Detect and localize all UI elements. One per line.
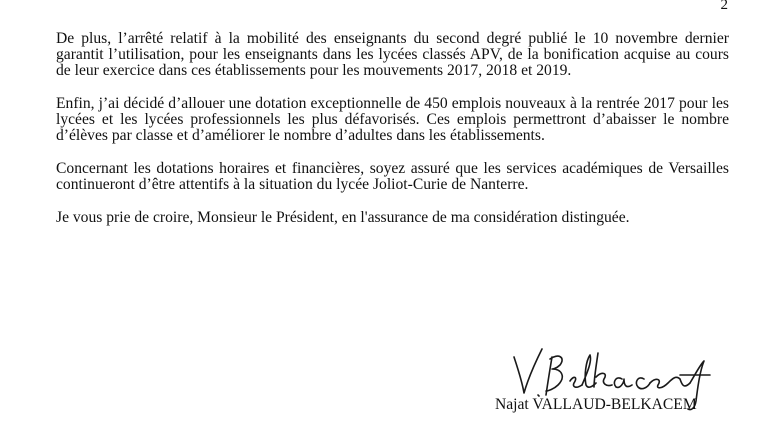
paragraph-closing: Je vous prie de croire, Monsieur le Président, en l'assurance de ma considération distinguée. (56, 209, 630, 226)
signatory-name: Najat VALLAUD-BELKACEM (495, 396, 697, 413)
paragraph-allocation: Enfin, j’ai décidé d’allouer une dotation exceptionnelle de 450 emplois nouveaux à la rentrée 2017 pour les lycées et les lycées professionnels les plus défavorisés. Ces emplois permettront d’abaisser le nombre d’élèves par classe et d’améliorer le nombre d’adultes dans les établissements. (56, 95, 729, 144)
page-number: 2 (720, 0, 728, 13)
letter-body (56, 31, 729, 243)
paragraph-mobility: De plus, l’arrêté relatif à la mobilité des enseignants du second degré publié le 10 novembre dernier garantit l’utilisation, pour les enseignants dans les lycées classés APV, de la bonification acquise au cours de leur exercice dans ces établissements pour les mouvements 2017, 2018 et 2019. (56, 30, 729, 79)
paragraph-dotations: Concernant les dotations horaires et financières, soyez assuré que les services académiques de Versailles continueront d’être attentifs à la situation du lycée Joliot-Curie de Nanterre. (56, 160, 729, 193)
